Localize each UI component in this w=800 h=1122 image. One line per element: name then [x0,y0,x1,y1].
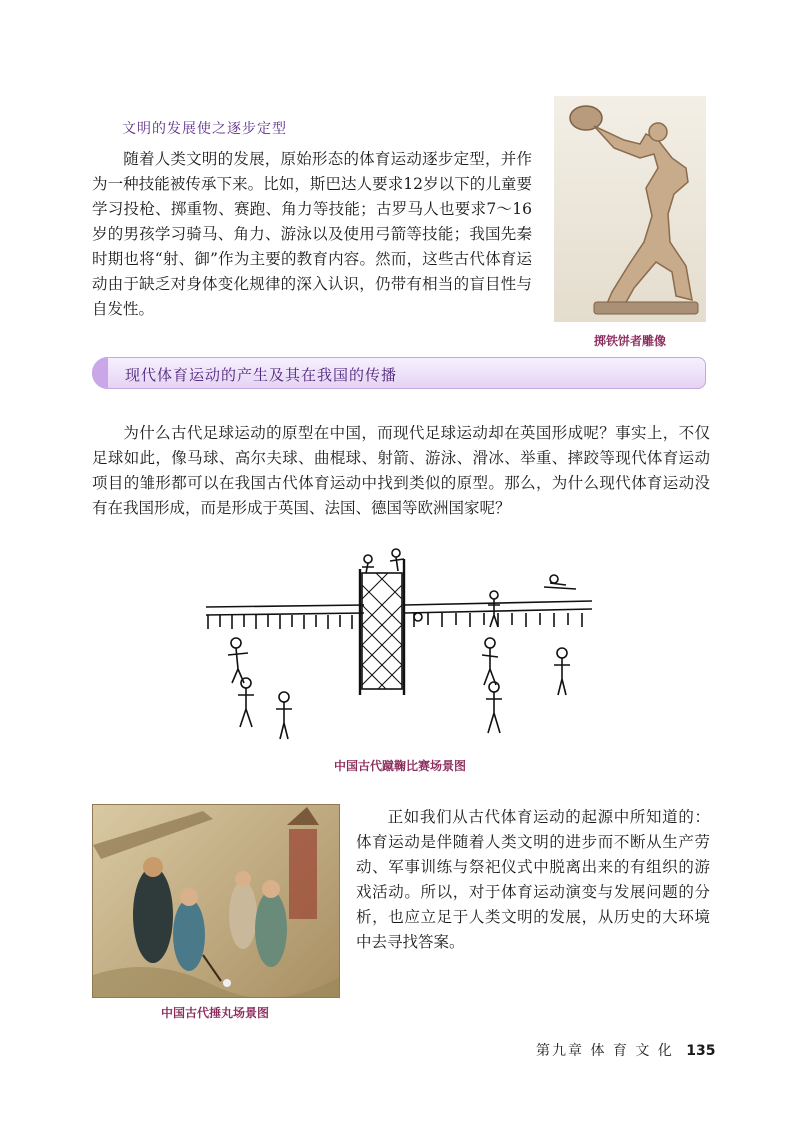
discus-thrower-statue-icon [554,96,706,322]
discus-thrower-image [554,96,706,322]
section-title: 现代体育运动的产生及其在我国的传播 [125,366,398,384]
footer-chapter: 第九章 体 育 文 化 [536,1043,674,1059]
paragraph-sports-evolution: 正如我们从古代体育运动的起源中所知道的：体育运动是伴随着人类文明的进步而不断从生产劳动、军事训练与祭祀仪式中脱离出来的有组织的游戏活动。所以，对于体育运动演变与发展问题的分析，也应立足于人类文明的发展，从历史的大环境中去寻找答案。 [356,808,710,951]
paragraph-modern-sports-question: 为什么古代足球运动的原型在中国，而现代足球运动却在英国形成呢？事实上，不仅足球如此，像马球、高尔夫球、曲棍球、射箭、游泳、滑冰、举重、摔跤等现代体育运动项目的雏形都可以在我国古代体育运动中找到类似的原型。那么，为什么现代体育运动没有在我国形成，而是形成于英国、法国、德国等欧洲国家呢？ [92,424,710,517]
caption-discus-thrower: 掷铁饼者雕像 [593,334,666,348]
subheading-civilization: 文明的发展使之逐步定型 [122,121,287,137]
paragraph-ancient-sports: 随着人类文明的发展，原始形态的体育运动逐步定型，并作为一种技能被传承下来。比如，斯巴达人要求12岁以下的儿童要学习投枪、掷重物、赛跑、角力等技能；古罗马人也要求7～16岁的男孩学习骑马、角力、游泳以及使用弓箭等技能；我国先秦时期也将“射、御”作为主要的教育内容。然而，这些古代体育运动由于缺乏对身体变化规律的深入认识，仍带有相当的盲目性与自发性。 [92,150,532,318]
section-tab-decoration [92,357,108,389]
page-number: 135 [686,1043,716,1059]
page-footer [536,1040,716,1060]
cuju-scene-icon [204,545,596,745]
caption-chuiwan: 中国古代捶丸场景图 [160,1006,269,1020]
cuju-illustration [204,545,596,745]
caption-cuju: 中国古代蹴鞠比赛场景图 [333,759,466,773]
chuiwan-scene-icon [93,805,339,997]
section-header-bar [92,357,706,389]
chuiwan-painting [92,804,340,998]
